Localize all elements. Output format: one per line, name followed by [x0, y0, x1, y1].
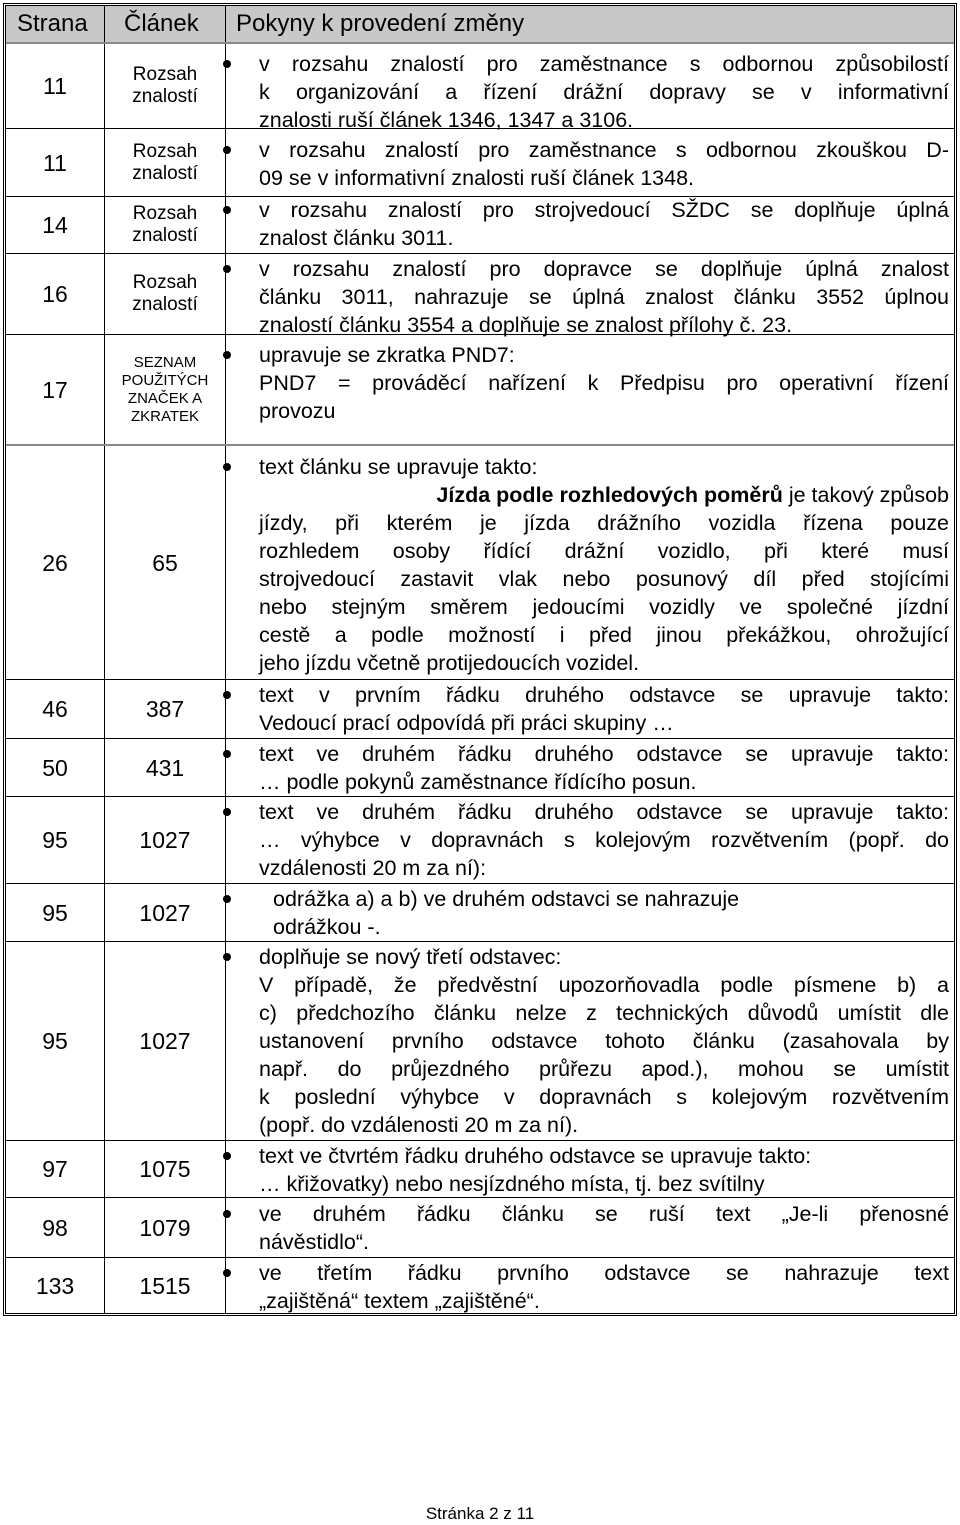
- instruction-line: cestě a podle možností i před jinou překážkou, ohrožující: [259, 623, 949, 647]
- instruction-line: odrážka a) a b) ve druhém odstavci se nahrazuje: [273, 887, 740, 911]
- cell-page: 46: [42, 696, 68, 722]
- instruction-line: znalosti ruší článek 1346, 1347 a 3106.: [259, 108, 634, 132]
- instruction-line: např. do průjezdného průřezu apod.), mohou se umístit: [259, 1057, 949, 1081]
- bullet-icon: [223, 895, 231, 903]
- instruction-line: text ve čtvrtém řádku druhého odstavce se upravuje takto:: [259, 1144, 812, 1168]
- instruction-line: k organizování a řízení drážní dopravy se v informativní: [259, 80, 949, 104]
- bullet-icon: [223, 60, 231, 68]
- cell-page: 11: [43, 72, 67, 99]
- bullet-icon: [223, 691, 231, 699]
- cell-article: 1079: [139, 1214, 191, 1241]
- instruction-line: … křižovatky) nebo nesjízdného místa, tj. bez svítilny: [259, 1172, 765, 1196]
- cell-page: 26: [42, 549, 68, 576]
- instruction-line: ustanovení prvního odstavce tohoto článku (zasahovala by: [259, 1029, 949, 1053]
- instruction-line: k poslední výhybce v dopravnách s kolejovým rozvětvením: [259, 1085, 949, 1109]
- cell-page: 97: [42, 1156, 68, 1182]
- instruction-line: text ve druhém řádku druhého odstavce se upravuje takto:: [259, 800, 949, 824]
- cell-article: 1075: [139, 1156, 191, 1182]
- instruction-line: „zajištěná“ textem „zajištěné“.: [259, 1289, 540, 1313]
- cell-page: 50: [42, 754, 68, 781]
- cell-article: 387: [145, 696, 185, 722]
- instruction-line: jízdy, při kterém je jízda drážního vozidla řízena pouze: [259, 511, 949, 535]
- instruction-line: v rozsahu znalostí pro strojvedoucí SŽDC se doplňuje úplná: [259, 198, 949, 222]
- instruction-line: [309, 481, 949, 509]
- instruction-line: rozhledem osoby řídící drážní vozidlo, při které musí: [259, 539, 949, 563]
- cell-page: 95: [42, 827, 68, 853]
- cell-article: 65: [152, 549, 178, 576]
- instruction-line: návěstidlo“.: [259, 1230, 369, 1254]
- bullet-icon: [223, 463, 231, 471]
- instruction-line: strojvedoucí zastavit vlak nebo posunový díl před stojícími: [259, 567, 949, 591]
- cell-page: 17: [42, 376, 68, 403]
- instruction-line: v rozsahu znalostí pro zaměstnance s odbornou zkouškou D-: [259, 138, 949, 162]
- instruction-line: Vedoucí prací odpovídá při práci skupiny …: [259, 711, 674, 735]
- instruction-line: provozu: [259, 399, 336, 423]
- cell-page: 11: [43, 149, 67, 176]
- cell-article: 1027: [139, 1028, 191, 1054]
- bullet-icon: [223, 750, 231, 758]
- header-article: Článek: [124, 10, 199, 37]
- instruction-line: doplňuje se nový třetí odstavec:: [259, 945, 562, 969]
- instruction-line: v rozsahu znalostí pro zaměstnance s odbornou způsobilostí: [259, 52, 949, 76]
- cell-page: 95: [42, 1028, 68, 1054]
- bullet-icon: [223, 146, 231, 154]
- bullet-icon: [223, 808, 231, 816]
- bullet-icon: [223, 351, 231, 359]
- instruction-line: znalostí článku 3554 a doplňuje se znalost přílohy č. 23.: [259, 313, 793, 337]
- instruction-line: text v prvním řádku druhého odstavce se upravuje takto:: [259, 683, 949, 707]
- cell-page: 16: [42, 281, 68, 307]
- bullet-icon: [223, 1210, 231, 1218]
- instruction-line: v rozsahu znalostí pro dopravce se doplňuje úplná znalost: [259, 257, 949, 281]
- instruction-line: ve třetím řádku prvního odstavce se nahrazuje text: [259, 1261, 949, 1285]
- cell-article: Rozsah znalostí: [132, 203, 198, 246]
- cell-page: 133: [35, 1272, 75, 1299]
- instruction-line: ve druhém řádku článku se ruší text „Je-li přenosné: [259, 1202, 949, 1226]
- bullet-icon: [223, 1269, 231, 1277]
- instruction-line: 09 se v informativní znalosti ruší článek 1348.: [259, 166, 694, 190]
- instruction-line: PND7 = prováděcí nařízení k Předpisu pro operativní řízení: [259, 371, 949, 395]
- instruction-line: … výhybce v dopravnách s kolejovým rozvětvením (popř. do: [259, 828, 949, 852]
- bullet-icon: [223, 265, 231, 273]
- instruction-line: … podle pokynů zaměstnance řídícího posun.: [259, 770, 697, 794]
- cell-article: Rozsah znalostí: [132, 272, 198, 315]
- cell-article: 431: [145, 754, 185, 781]
- header-instructions: Pokyny k provedení změny: [236, 10, 525, 37]
- instruction-line: znalost článku 3011.: [259, 226, 454, 250]
- cell-article: 1515: [139, 1272, 191, 1299]
- page-footer: Stránka 2 z 11: [425, 1504, 535, 1523]
- term-rest: je takový způsob: [782, 483, 949, 507]
- instruction-line: V případě, že předvěstní upozorňovadla podle písmene b) a: [259, 973, 949, 997]
- cell-page: 98: [42, 1214, 68, 1241]
- cell-page: 14: [42, 212, 68, 238]
- bullet-icon: [223, 1152, 231, 1160]
- bullet-icon: [223, 953, 231, 961]
- column-divider: [225, 6, 226, 1313]
- instruction-line: text ve druhém řádku druhého odstavce se upravuje takto:: [259, 742, 949, 766]
- instruction-line: (popř. do vzdálenosti 20 m za ní).: [259, 1113, 579, 1137]
- instruction-line: jeho jízdu včetně protijedoucích vozidel.: [259, 651, 640, 675]
- amendment-table: [3, 3, 957, 1316]
- bullet-icon: [223, 206, 231, 214]
- instruction-line: text článku se upravuje takto:: [259, 455, 538, 479]
- instruction-line: c) předchozího článku nelze z technických důvodů umístit dle: [259, 1001, 949, 1025]
- cell-page: 95: [42, 899, 68, 926]
- instruction-line: upravuje se zkratka PND7:: [259, 343, 515, 367]
- instruction-line: vzdálenosti 20 m za ní):: [259, 856, 487, 880]
- cell-article: 1027: [139, 899, 191, 926]
- header-page: Strana: [17, 10, 88, 37]
- instruction-line: nebo stejným směrem jedoucími vozidly ve společné jízdní: [259, 595, 949, 619]
- instruction-line: článku 3011, nahrazuje se úplná znalost článku 3552 úplnou: [259, 285, 949, 309]
- cell-article: Rozsah znalostí: [132, 140, 198, 184]
- cell-article: SEZNAM POUŽITÝCH ZNAČEK A ZKRATEK: [121, 353, 209, 425]
- instruction-line: odrážkou -.: [273, 915, 381, 939]
- term-bold: Jízda podle rozhledových poměrů: [436, 483, 783, 507]
- cell-article: 1027: [139, 827, 191, 853]
- cell-article: Rozsah znalostí: [132, 63, 198, 107]
